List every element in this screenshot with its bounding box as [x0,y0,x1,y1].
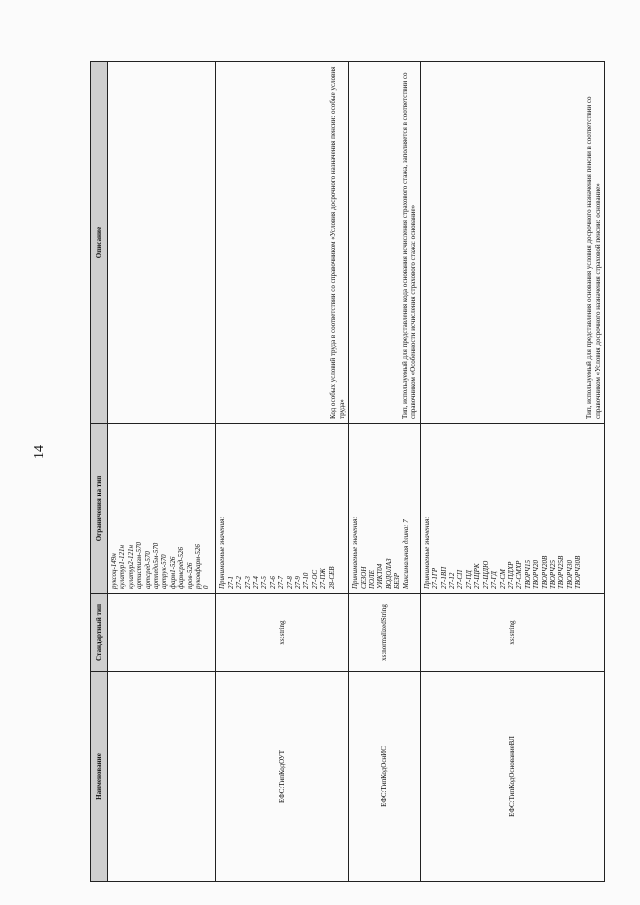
cell-description: Код особых условий труда в соответствии со справочником «Условия досрочного назначения пенсии: особые условия труда» [216,62,349,424]
cell-name: ЕФС:ТипКодОснованиеВЛ [420,672,604,882]
cell-restrictions: Принимаемые значения: 27-1 27-2 27-3 27-4 27-5 27-6 27-7 27-8 27-9 27-10 27-ОС 27-ПЖ 28-СЕВ [216,424,349,594]
cell-restrictions: Принимаемые значения: СЕЗОН ПОЛЕ УИКТ04 ВОДОЛАЗ БЕЗР Максимальная длина: 7 [349,424,421,594]
cell-name: ЕФС:ТипКодОУТ [216,672,349,882]
rotated-table [90,62,605,882]
rotated-table-area [90,62,605,882]
type-table [90,61,605,882]
page-number: 14 [32,445,47,459]
table-row [349,62,421,882]
cell-restrictions: руксоц-149н кулатур1-121н кулатур2-121н артистизм-570 артсред-570 артпедо5м-570 артрук-570 фарм1-526 фармсред-526 пров-526 руковфарм-526 0 [108,424,216,594]
cell-description: Тип, используемый для представления основания условия досрочного назначения пенсии в соответствии со справочником «Условия досрочного назначения страховой пенсии: основание» [420,62,604,424]
cell-type: xs:string [420,594,604,672]
table-row [420,62,604,882]
header-row [91,62,108,882]
header-description: Описание [91,62,108,424]
header-restrictions: Ограничения на тип [91,424,108,594]
cell-type: xs:normalizedString [349,594,421,672]
cell-name [108,672,216,882]
cell-description [108,62,216,424]
cell-restrictions: Принимаемые значения: 27-1ГР 27-1ВП 27-12 27-СП 27-ПД 27-ЩРК 27-ЩДЮ 27-ГД 27-СМ 27-ПДХР 27-СМХР ТВОРЧ15 ТВОРЧ20 ТВОРЧ20В ТВОРЧ25 ТВОРЧ25В ТВОРЧ30 ТВОРЧ30В [420,424,604,594]
cell-type: xs:string [216,594,349,672]
header-name: Наименование [91,672,108,882]
table-row [216,62,349,882]
table-row [108,62,216,882]
cell-type [108,594,216,672]
cell-description: Тип, используемый для представления кода основания исчисления страхового стажа, заполняется в соответствии со справочником «Особенности исчисления страхового стажа: основание» [349,62,421,424]
cell-name: ЕФС:ТипКодОснИС [349,672,421,882]
header-standard-type: Стандартный тип [91,594,108,672]
